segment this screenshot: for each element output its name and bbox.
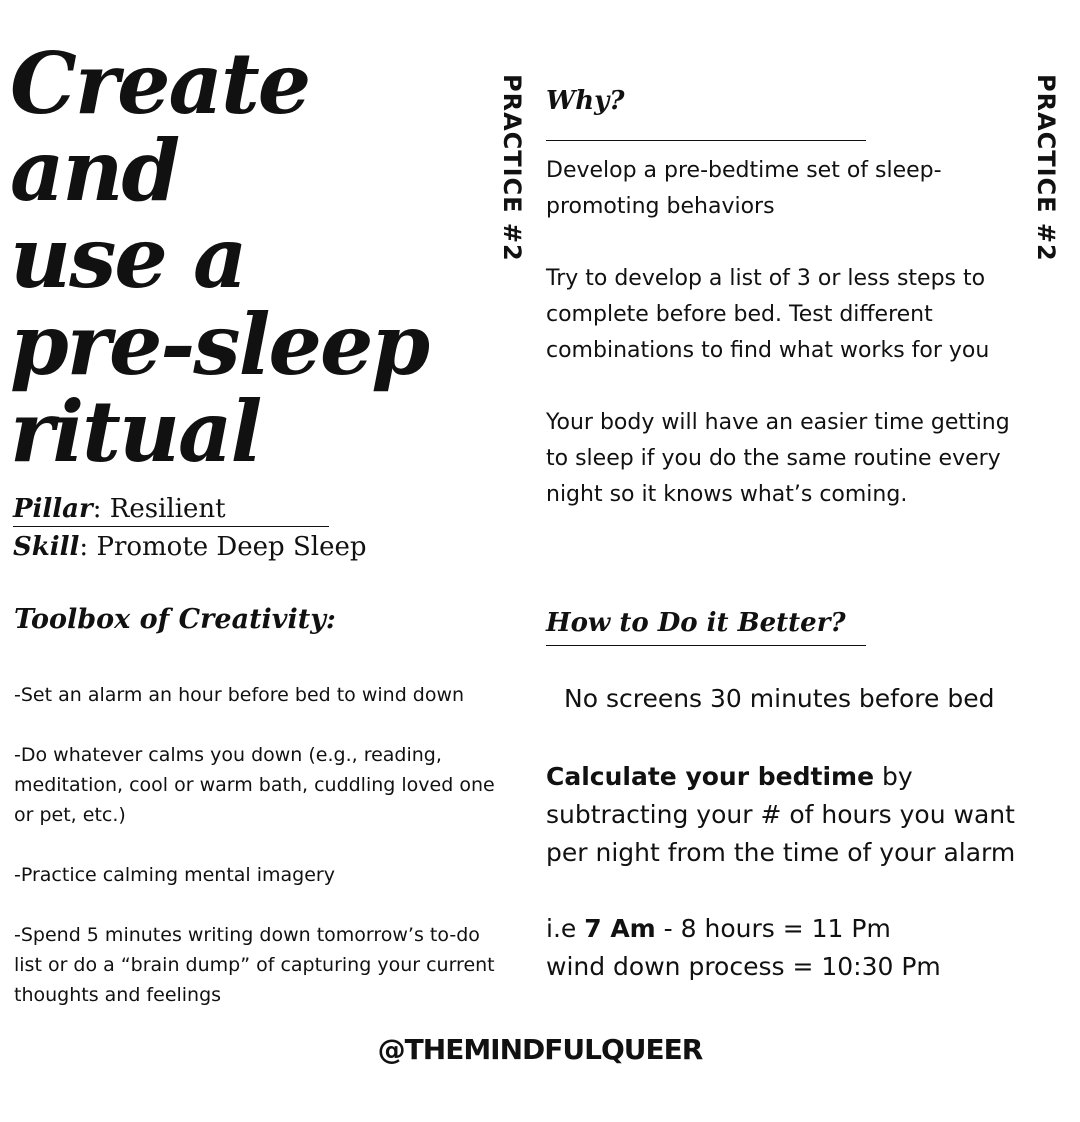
pillar-value: : Resilient (92, 494, 226, 524)
how-screens-tip: No screens 30 minutes before bed (564, 684, 995, 713)
why-paragraph: Try to develop a list of 3 or less steps to complete before bed. Test different combinations to find what works for you (546, 266, 990, 363)
pillar-line (13, 493, 226, 525)
page-title (10, 34, 480, 481)
toolbox-item: -Do whatever calms you down (e.g., reading, meditation, cool or warm bath, cuddling loved one or pet, etc.) (14, 744, 495, 826)
toolbox-heading: Toolbox of Creativity: (14, 604, 336, 635)
how-heading: How to Do it Better? (546, 608, 846, 638)
title-line: pre-sleep (10, 295, 429, 394)
title-line: ritual (10, 382, 261, 481)
how-divider (546, 645, 866, 646)
skill-label: Skill (13, 532, 80, 562)
skill-value: : Promote Deep Sleep (79, 532, 367, 562)
how-example-prefix: i.e (546, 914, 585, 943)
toolbox-item: -Practice calming mental imagery (14, 864, 335, 886)
how-calc-tip (546, 758, 1046, 872)
why-paragraph: Develop a pre-bedtime set of sleep-promoting behaviors (546, 158, 942, 219)
skill-line (13, 531, 367, 563)
how-calc-bold: Calculate your bedtime (546, 762, 875, 791)
why-body (546, 153, 1026, 549)
how-example-rest: - 8 hours = 11 Pm (655, 914, 891, 943)
title-line: Create (10, 34, 310, 133)
toolbox-item: -Spend 5 minutes writing down tomorrow’s to-do list or do a “brain dump” of capturing your current thoughts and feelings (14, 924, 495, 1006)
how-example (546, 910, 1046, 986)
why-heading: Why? (546, 86, 625, 116)
how-example-bold: 7 Am (584, 914, 656, 943)
pillar-divider (13, 526, 329, 527)
footer-handle: @THEMINDFULQUEER (377, 1033, 703, 1066)
how-example-line2: wind down process = 10:30 Pm (546, 952, 941, 981)
pillar-label: Pillar (13, 494, 93, 524)
practice-label-right: PRACTICE #2 (1032, 74, 1060, 262)
title-line: use a (10, 208, 246, 307)
how-example-line1 (546, 910, 1046, 948)
practice-label-center: PRACTICE #2 (498, 74, 526, 262)
why-divider (546, 140, 866, 141)
toolbox-list (14, 680, 504, 1040)
title-line: and (10, 121, 179, 220)
toolbox-item: -Set an alarm an hour before bed to wind down (14, 684, 465, 706)
how-calc-rest: by subtracting your # of hours you want per night from the time of your alarm (546, 762, 1016, 867)
why-paragraph: Your body will have an easier time getting to sleep if you do the same routine every night so it knows what’s coming. (546, 410, 1010, 507)
